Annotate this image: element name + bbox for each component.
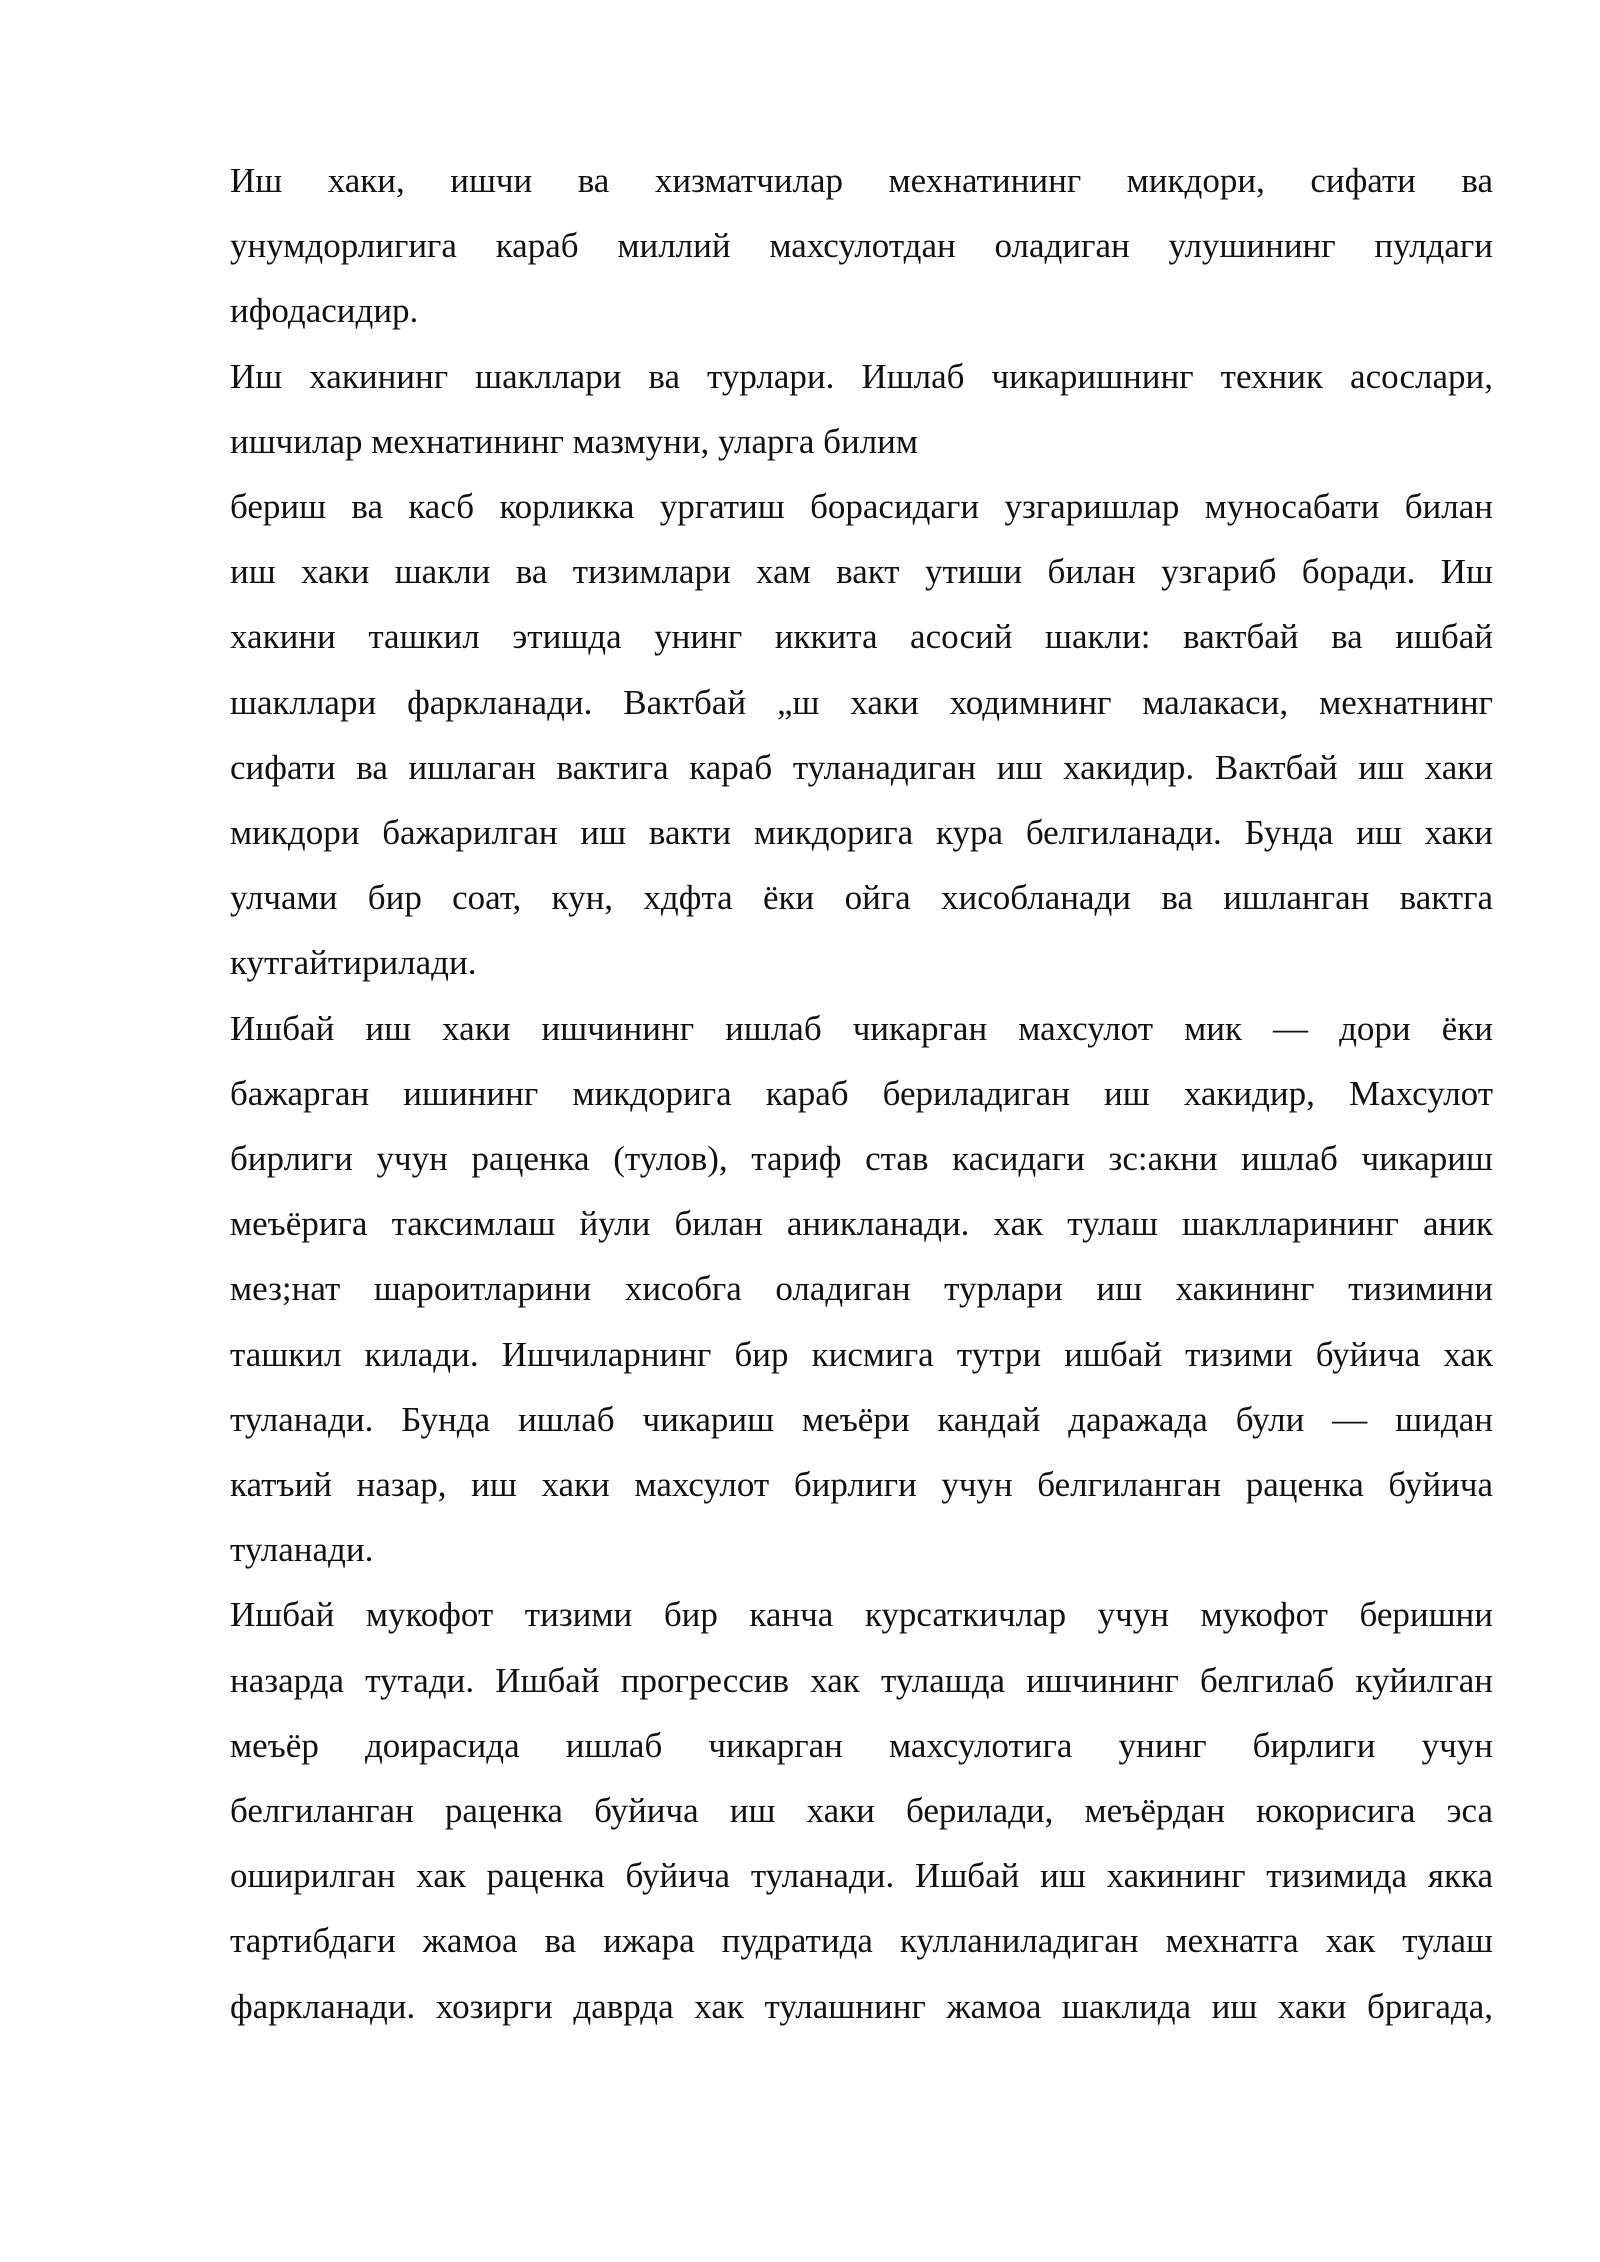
text-line: белгиланган раценка буйича иш хаки берилади, меъёрдан юкорисига эса: [230, 1791, 1493, 1831]
text-line: меъёр доирасида ишлаб чикарган махсулотига унинг бирлиги учун: [230, 1725, 1493, 1765]
text-line: катъий назар, иш хаки махсулот бирлиги учун белгиланган раценка буйича: [230, 1465, 1493, 1505]
paragraph-piece-bonus-system: [230, 1582, 1493, 2038]
text-line: улчами бир соат, кун, хдфта ёки ойга хисобланади ва ишланган вактга: [230, 878, 1493, 918]
text-line: Ишбай мукофот тизими бир канча курсаткичлар учун мукофот беришни: [230, 1595, 1493, 1635]
text-line: назарда тутади. Ишбай прогрессив хак тулашда ишчининг белгилаб куйилган: [230, 1660, 1493, 1700]
text-line: кутгайтирилади.: [230, 943, 477, 983]
text-line: туланади. Бунда ишлаб чикариш меъёри кандай даражада були — шидан: [230, 1399, 1493, 1439]
text-line: мез;нат шароитларини хисобга оладиган турлари иш хакининг тизимини: [230, 1269, 1493, 1309]
paragraph-piece-wage: [230, 996, 1493, 1583]
text-line: иш хаки шакли ва тизимлари хам вакт утиши билан узгариб боради. Иш: [230, 552, 1493, 592]
text-line: бирлиги учун раценка (тулов), тариф став касидаги зс:акни ишлаб чикариш: [230, 1139, 1493, 1179]
text-line: шакллари фаркланади. Вактбай „ш хаки ходимнинг малакаси, мехнатнинг: [230, 682, 1493, 722]
text-line: Ишбай иш хаки ишчининг ишлаб чикарган махсулот мик — дори ёки: [230, 1008, 1493, 1048]
text-line: Иш хакининг шакллари ва турлари. Ишлаб чикаришнинг техник асослари,: [230, 356, 1493, 396]
text-line: тартибдаги жамоа ва ижара пудратида кулланиладиган мехнатга хак тулаш: [230, 1921, 1493, 1961]
text-line: оширилган хак раценка буйича туланади. Ишбай иш хакининг тизимида якка: [230, 1856, 1493, 1896]
text-line: ишчилар мехнатининг мазмуни, уларга билим: [230, 421, 919, 461]
text-line: туланади.: [230, 1530, 374, 1570]
document-body: [230, 148, 1493, 2039]
paragraph-wage-definition: [230, 148, 1493, 344]
text-line: хакини ташкил этишда унинг иккита асосий шакли: вактбай ва ишбай: [230, 617, 1493, 657]
text-line: меъёрига таксимлаш йули билан аникланади. хак тулаш шаклларининг аник: [230, 1204, 1493, 1244]
text-line: ташкил килади. Ишчиларнинг бир кисмига тутри ишбай тизими буйича хак: [230, 1334, 1493, 1374]
text-line: ифодасидир.: [230, 291, 419, 331]
text-line: Иш хаки, ишчи ва хизматчилар мехнатининг микдори, сифати ва: [230, 161, 1493, 200]
paragraph-time-wage: [230, 474, 1493, 996]
text-line: сифати ва ишлаган вактига караб туланадиган иш хакидир. Вактбай иш хаки: [230, 747, 1493, 787]
text-line: бажарган ишининг микдорига караб бериладиган иш хакидир, Махсулот: [230, 1073, 1493, 1113]
text-line: микдори бажарилган иш вакти микдорига кура белгиланади. Бунда иш хаки: [230, 813, 1493, 853]
text-line: унумдорлигига караб миллий махсулотдан оладиган улушининг пулдаги: [230, 226, 1493, 266]
text-line: бериш ва касб корликка ургатиш борасидаги узгаришлар муносабати билан: [230, 487, 1493, 527]
text-line: фаркланади. хозирги даврда хак тулашнинг жамоа шаклида иш хаки бригада,: [230, 1986, 1493, 2026]
paragraph-wage-forms-heading: [230, 344, 1493, 474]
